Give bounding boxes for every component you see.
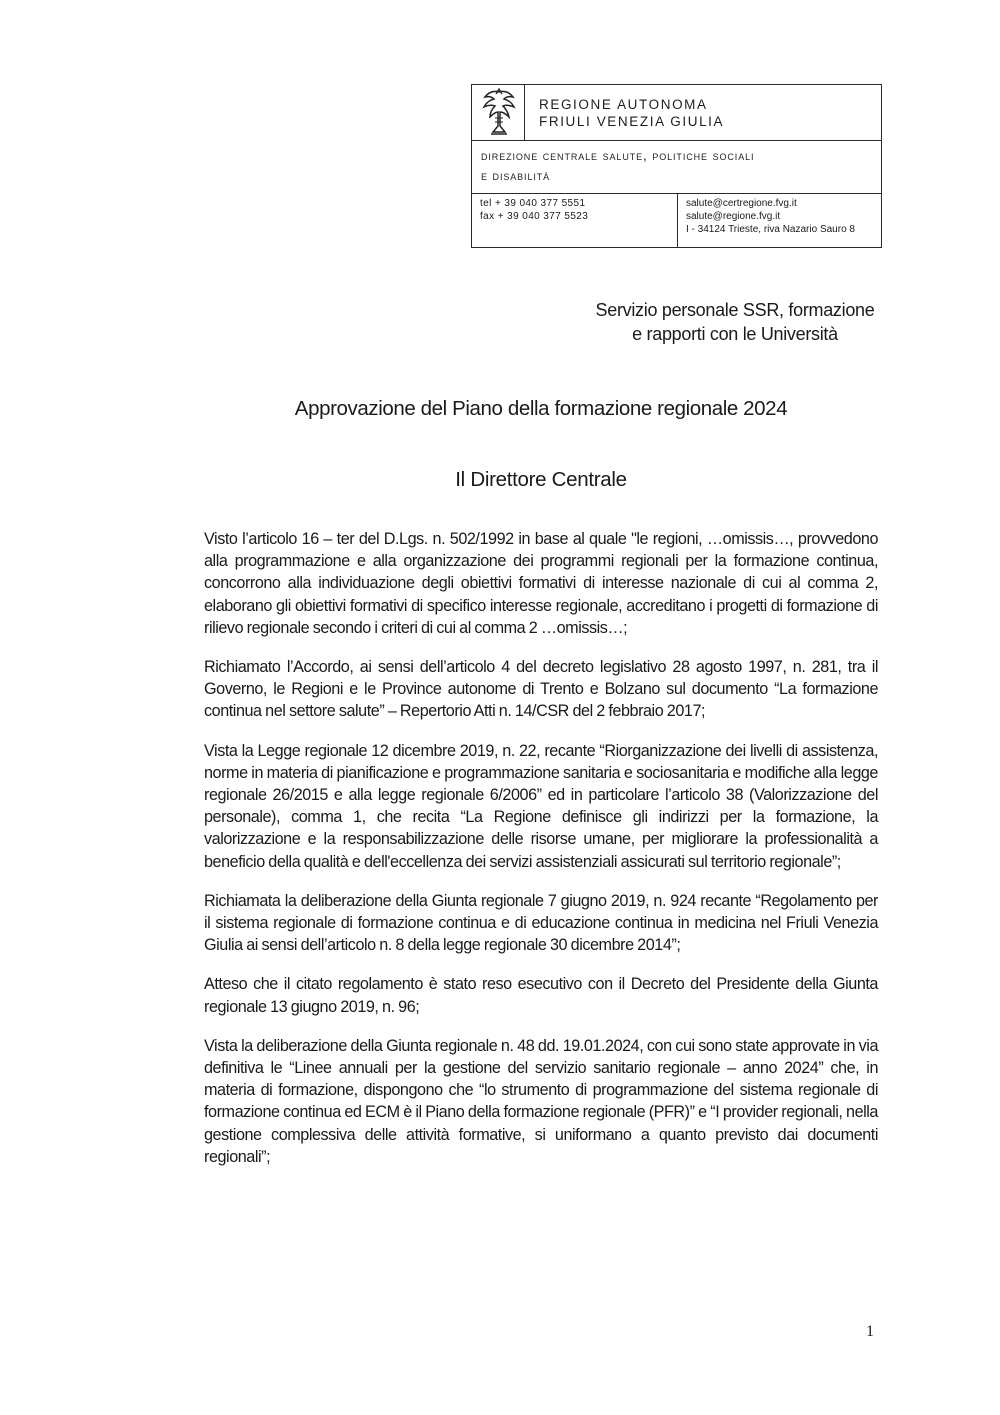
service-name	[560, 298, 910, 346]
service-line-2: e rapporti con le Università	[632, 324, 838, 344]
letterhead	[471, 84, 882, 248]
paragraph-3: Vista la Legge regionale 12 dicembre 2019, n. 22, recante “Riorganizzazione dei livelli di assistenza, norme in materia di pianificazione e programmazione sanitaria e sociosanitaria e modifiche alla legge regionale 26/2015 e alla legge regionale 6/2006” ed in particolare l’articolo 38 (Valorizzazione del personale), comma 1, che recita “La Regione definisce gli indirizzi per la formazione, la valorizzazione e la responsabilizzazione delle risorse umane, per migliorare la professionalità a beneficio della qualità e dell'eccellenza dei servizi assistenziali assicurati sul territorio regionale”;	[204, 741, 878, 871]
department-line-1: direzione centrale salute, politiche sociali	[481, 148, 755, 163]
department-name	[481, 146, 754, 186]
region-line-1: REGIONE AUTONOMA	[539, 97, 708, 112]
paragraph-1: Visto l’articolo 16 – ter del D.Lgs. n. 502/1992 in base al quale "le regioni, …omissis…, provvedono alla programmazione e alla organizzazione dei programmi regionali per la formazione continua, concorrono alla individuazione degli obiettivi formativi di interesse nazionale di cui al comma 2, elaborano gli obiettivi formativi di specifico interesse regionale, accreditano i progetti di formazione di rilievo regionale secondo i criteri di cui al comma 2 …omissis…;	[204, 530, 878, 637]
contacts-box	[472, 193, 881, 247]
letterhead-header	[472, 85, 881, 141]
eagle-emblem-icon	[479, 88, 519, 138]
paragraph-4: Richiamata la deliberazione della Giunta regionale 7 giugno 2019, n. 924 recante “Regolamento per il sistema regionale di formazione continua e di educazione continua in medicina nel Friuli Venezia Giulia ai sensi dell’articolo n. 8 della legge regionale 30 dicembre 2014”;	[204, 891, 878, 955]
paragraph-6: Vista la deliberazione della Giunta regionale n. 48 dd. 19.01.2024, con cui sono state approvate in via definitiva le “Linee annuali per la gestione del servizio sanitario regionale – anno 2024” che, in materia di formazione, dispongono che “lo strumento di programmazione del sistema regionale di formazione continua ed ECM è il Piano della formazione regionale (PFR)” e “I provider regionali, nella gestione complessiva delle attività formative, si uniformano a quanto previsto dai documenti regionali”;	[204, 1036, 878, 1166]
document-subtitle: Il Direttore Centrale	[455, 468, 627, 491]
service-line-1: Servizio personale SSR, formazione	[595, 300, 875, 320]
email[interactable]: salute@regione.fvg.it	[686, 211, 781, 222]
document-body	[204, 528, 878, 1185]
region-name	[539, 96, 724, 130]
fax: fax + 39 040 377 5523	[480, 211, 589, 222]
paragraph-5: Atteso che il citato regolamento è stato reso esecutivo con il Decreto del Presidente della Giunta regionale 13 giugno 2019, n. 96;	[204, 975, 878, 1016]
email-pec[interactable]: salute@certregione.fvg.it	[686, 198, 797, 209]
email-address-column	[677, 193, 881, 247]
department-box	[472, 140, 881, 194]
address: I - 34124 Trieste, riva Nazario Sauro 8	[686, 224, 855, 235]
document-title: Approvazione del Piano della formazione regionale 2024	[294, 397, 788, 420]
region-line-2: FRIULI VENEZIA GIULIA	[539, 114, 725, 129]
page-number: 1	[866, 1323, 874, 1340]
paragraph-2: Richiamato l’Accordo, ai sensi dell’articolo 4 del decreto legislativo 28 agosto 1997, n. 281, tra il Governo, le Regioni e le Province autonome di Trento e Bolzano sul documento “La formazione continua nel settore salute” – Repertorio Atti n. 14/CSR del 2 febbraio 2017;	[204, 658, 878, 721]
department-line-2: e disabilità	[481, 168, 551, 183]
logo	[472, 85, 525, 140]
tel: tel + 39 040 377 5551	[480, 198, 586, 209]
phone-column	[480, 197, 588, 223]
